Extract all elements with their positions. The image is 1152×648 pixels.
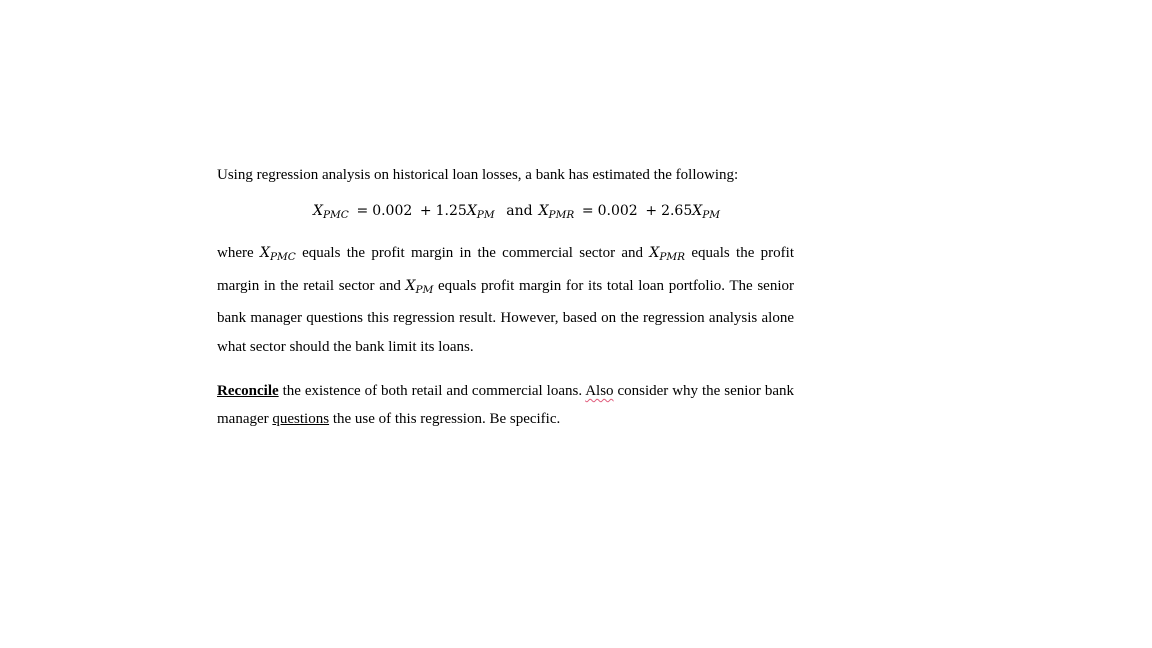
- paragraph-text: equals profit margin for its total loan portfolio. The senior bank manager questions this regression result. However, based on the regression analysis alone what sector should the bank limit its loans.: [217, 277, 794, 355]
- document-body: [217, 163, 794, 433]
- equals-sign: =: [581, 203, 594, 219]
- subscript-pmr: PMR: [659, 251, 686, 263]
- var-x: X: [466, 203, 477, 219]
- constant: 0.002: [372, 203, 413, 219]
- constant: 0.002: [597, 203, 638, 219]
- paragraph-text: where: [217, 245, 260, 261]
- intro-sentence: Using regression analysis on historical loan losses, a bank has estimated the following:: [217, 167, 739, 183]
- paragraph-text: equals the profit margin in the retail sector and: [217, 245, 794, 294]
- reconcile-keyword: Reconcile: [217, 383, 279, 399]
- plus-sign: +: [645, 203, 658, 219]
- question-paragraph: [217, 378, 794, 433]
- var-x: X: [538, 203, 549, 219]
- plus-sign: +: [419, 203, 432, 219]
- spellcheck-flagged-word[interactable]: Also: [585, 383, 614, 399]
- subscript-pmr: PMR: [548, 209, 575, 221]
- var-x: X: [649, 245, 660, 261]
- paragraph-text: equals the profit margin in the commercial sector and: [295, 245, 650, 261]
- subscript-pm: PM: [476, 209, 495, 221]
- subscript-pm: PM: [415, 283, 434, 296]
- definition-paragraph: [217, 239, 794, 361]
- subscript-pm: PM: [702, 209, 721, 221]
- equals-sign: =: [356, 203, 369, 219]
- paragraph-text: consider why the senior bank manager: [217, 383, 794, 427]
- var-x: X: [405, 277, 416, 294]
- equation-connector: and: [506, 203, 533, 219]
- subscript-pmc: PMC: [269, 251, 296, 263]
- paragraph-text: the use of this regression. Be specific.: [329, 410, 561, 427]
- paragraph-text: the existence of both retail and commercial loans.: [278, 383, 586, 399]
- coefficient: 2.65: [661, 203, 693, 219]
- regression-equations: [313, 199, 794, 227]
- coefficient: 1.25: [435, 203, 467, 219]
- var-x: X: [692, 203, 703, 219]
- subscript-pmc: PMC: [322, 209, 349, 221]
- var-x: X: [259, 245, 270, 261]
- underlined-word: questions: [272, 410, 330, 427]
- var-x: X: [313, 203, 323, 219]
